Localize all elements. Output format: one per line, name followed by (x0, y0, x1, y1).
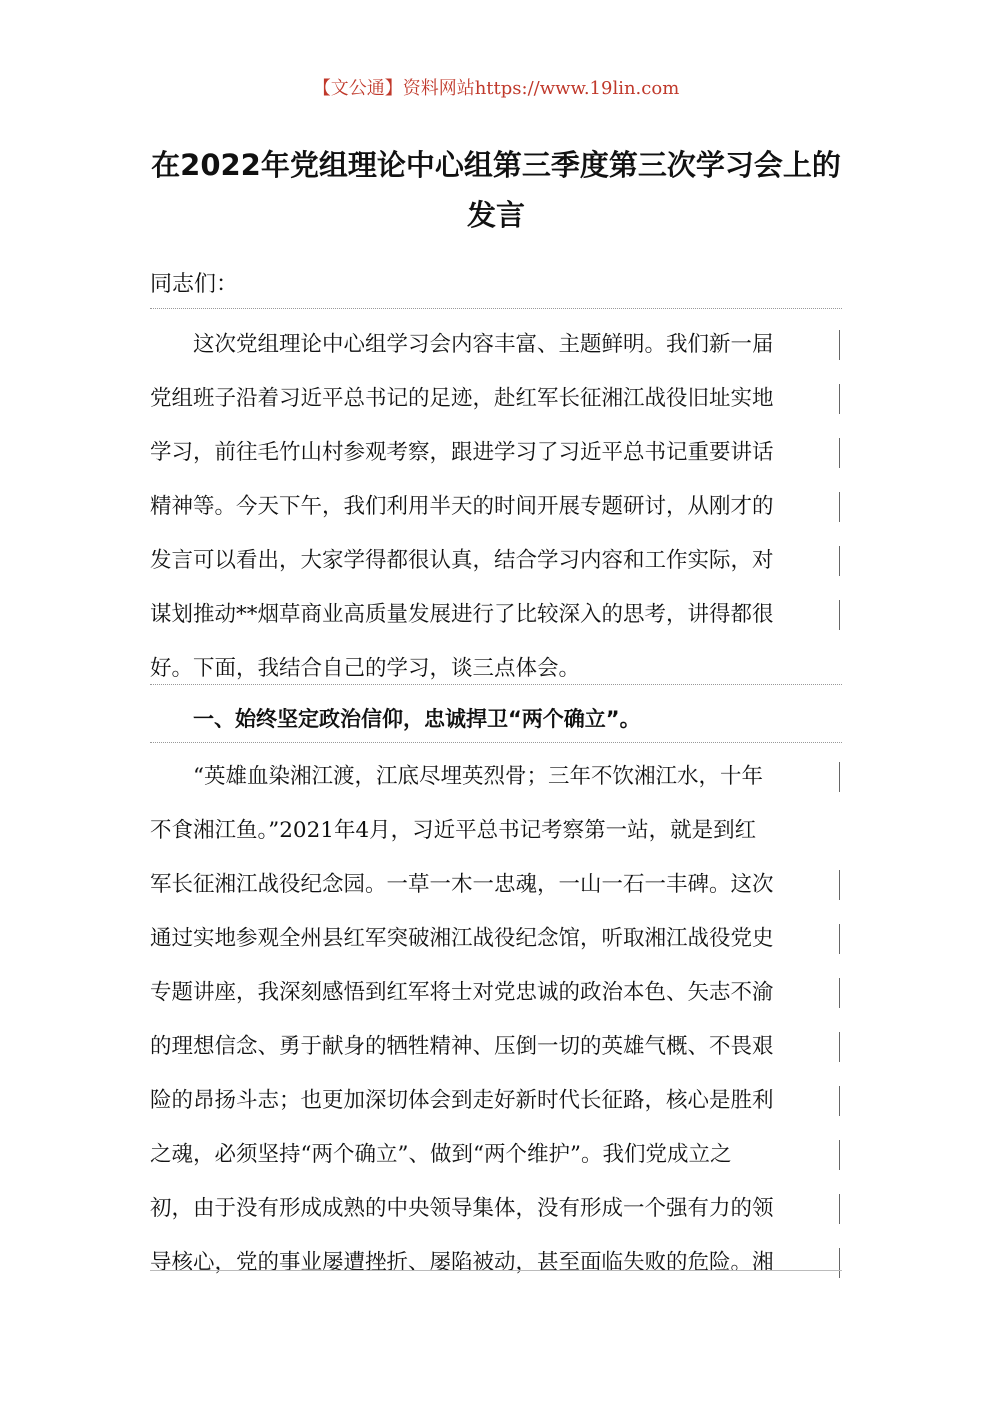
page-bottom-rule (150, 1270, 842, 1271)
section-heading-block (150, 692, 840, 746)
paragraph-line: 的理想信念、勇于献身的牺牲精神、压倒一切的英雄气概、不畏艰 (150, 1020, 840, 1074)
paragraph-2 (150, 750, 840, 1290)
paragraph-line: 发言可以看出，大家学得都很认真，结合学习内容和工作实际，对 (150, 534, 840, 588)
source-link[interactable]: 【文公通】资料网站https://www.19lin.com (312, 78, 680, 99)
paragraph-line: 不食湘江鱼。”2021年4月，习近平总书记考察第一站，就是到红 (150, 818, 757, 843)
paragraph-line: 导核心，党的事业屡遭挫折、屡陷被动，甚至面临失败的危险。湘 (150, 1236, 840, 1290)
paragraph-line: 党组班子沿着习近平总书记的足迹，赴红军长征湘江战役旧址实地 (150, 372, 840, 426)
separator-line (150, 742, 842, 743)
paragraph-line: 之魂，必须坚持“两个确立”、做到“两个维护”。我们党成立之 (150, 1128, 840, 1182)
paragraph-line: 精神等。今天下午，我们利用半天的时间开展专题研讨，从刚才的 (150, 480, 840, 534)
salutation: 同志们： (150, 272, 239, 297)
paragraph-1 (150, 318, 840, 696)
document-title: 在2022年党组理论中心组第三季度第三次学习会上的发言 (151, 148, 841, 232)
paragraph-line: 军长征湘江战役纪念园。一草一木一忠魂，一山一石一丰碑。这次 (150, 858, 840, 912)
paragraph-line: 通过实地参观全州县红军突破湘江战役纪念馆，听取湘江战役党史 (150, 912, 840, 966)
paragraph-line: 专题讲座，我深刻感悟到红军将士对党忠诚的政治本色、矢志不渝 (150, 966, 840, 1020)
separator-line (150, 684, 842, 685)
section-heading: 一、始终坚定政治信仰，忠诚捍卫“两个确立”。 (193, 707, 641, 731)
paragraph-line: 学习，前往毛竹山村参观考察，跟进学习了习近平总书记重要讲话 (150, 426, 840, 480)
paragraph-line: 初，由于没有形成成熟的中央领导集体，没有形成一个强有力的领 (150, 1182, 840, 1236)
paragraph-line: “英雄血染湘江渡，江底尽埋英烈骨；三年不饮湘江水，十年 (150, 750, 840, 804)
paragraph-line: 这次党组理论中心组学习会内容丰富、主题鲜明。我们新一届 (150, 318, 840, 372)
paragraph-line: 险的昂扬斗志；也更加深切体会到走好新时代长征路，核心是胜利 (150, 1074, 840, 1128)
paragraph-line: 谋划推动**烟草商业高质量发展进行了比较深入的思考，讲得都很 (150, 588, 840, 642)
separator-line (150, 308, 842, 309)
paragraph-line: 好。下面，我结合自己的学习，谈三点体会。 (150, 656, 581, 681)
